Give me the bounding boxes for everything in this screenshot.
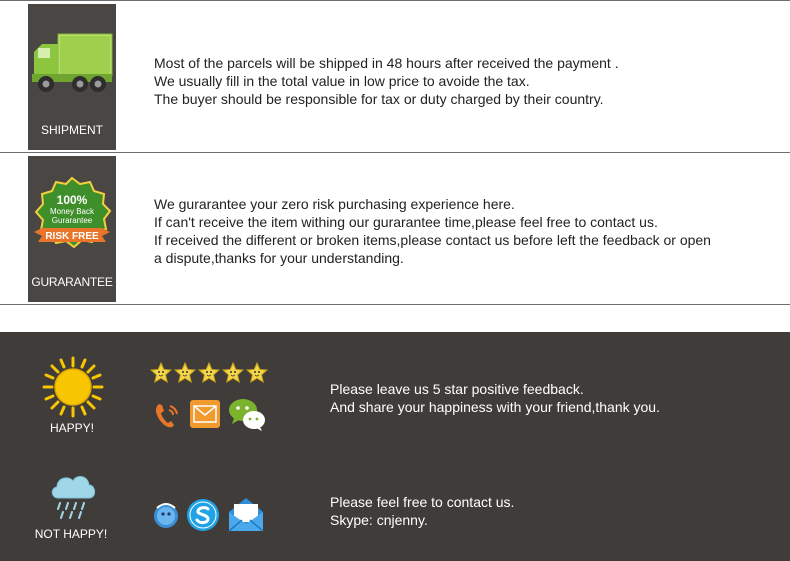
divider-shipment (0, 152, 790, 153)
happy-text (330, 380, 660, 416)
envelope-icon[interactable] (228, 496, 264, 532)
star-icon (198, 362, 220, 384)
not-happy-label: NOT HAPPY! (34, 527, 108, 541)
star-icon (150, 362, 172, 384)
star-icon (174, 362, 196, 384)
money-back-badge-icon (32, 176, 112, 258)
guarantee-text (154, 195, 711, 267)
happy-line: Please leave us 5 star positive feedback. (330, 381, 584, 397)
rain-cloud-icon (48, 468, 98, 520)
phone-icon[interactable] (152, 400, 182, 430)
happy-line: And share your happiness with your friend,thank you. (330, 399, 660, 415)
star-icon (246, 362, 268, 384)
guarantee-panel (28, 156, 116, 302)
shipment-text (154, 54, 619, 108)
badge-money-back: Money Back (49, 207, 95, 216)
guarantee-line: If received the different or broken items,please contact us before left the feedback or open (154, 232, 711, 248)
not-happy-line: Please feel free to contact us. (330, 494, 515, 510)
happy-label: HAPPY! (49, 421, 94, 435)
feedback-band (0, 332, 790, 561)
badge-percent: 100% (56, 193, 88, 207)
shipment-line: The buyer should be responsible for tax or duty charged by their country. (154, 91, 604, 107)
guarantee-label: GURARANTEE (31, 275, 113, 289)
badge-guarantee: Gurarantee (51, 216, 93, 225)
guarantee-line: We gurarantee your zero risk purchasing experience here. (154, 196, 515, 212)
wechat-icon[interactable] (228, 396, 266, 432)
shipment-line: Most of the parcels will be shipped in 48 hours after received the payment . (154, 55, 619, 71)
guarantee-line: If can't receive the item withing our gurarantee time,please feel free to contact us. (154, 214, 658, 230)
not-happy-text (330, 493, 514, 529)
qq-icon[interactable] (152, 500, 180, 530)
skype-icon[interactable] (186, 498, 220, 532)
guarantee-line: a dispute,thanks for your understanding. (154, 250, 404, 266)
not-happy-line: Skype: cnjenny. (330, 512, 428, 528)
truck-icon (30, 30, 114, 96)
shipment-line: We usually fill in the total value in low price to avoide the tax. (154, 73, 530, 89)
sun-icon (42, 356, 104, 418)
shipment-panel (28, 4, 116, 150)
mail-icon[interactable] (190, 400, 220, 428)
divider-top (0, 0, 790, 1)
divider-guarantee (0, 304, 790, 305)
star-icon (222, 362, 244, 384)
badge-risk-free: RISK FREE (45, 231, 99, 242)
shipment-label: SHIPMENT (40, 123, 103, 137)
